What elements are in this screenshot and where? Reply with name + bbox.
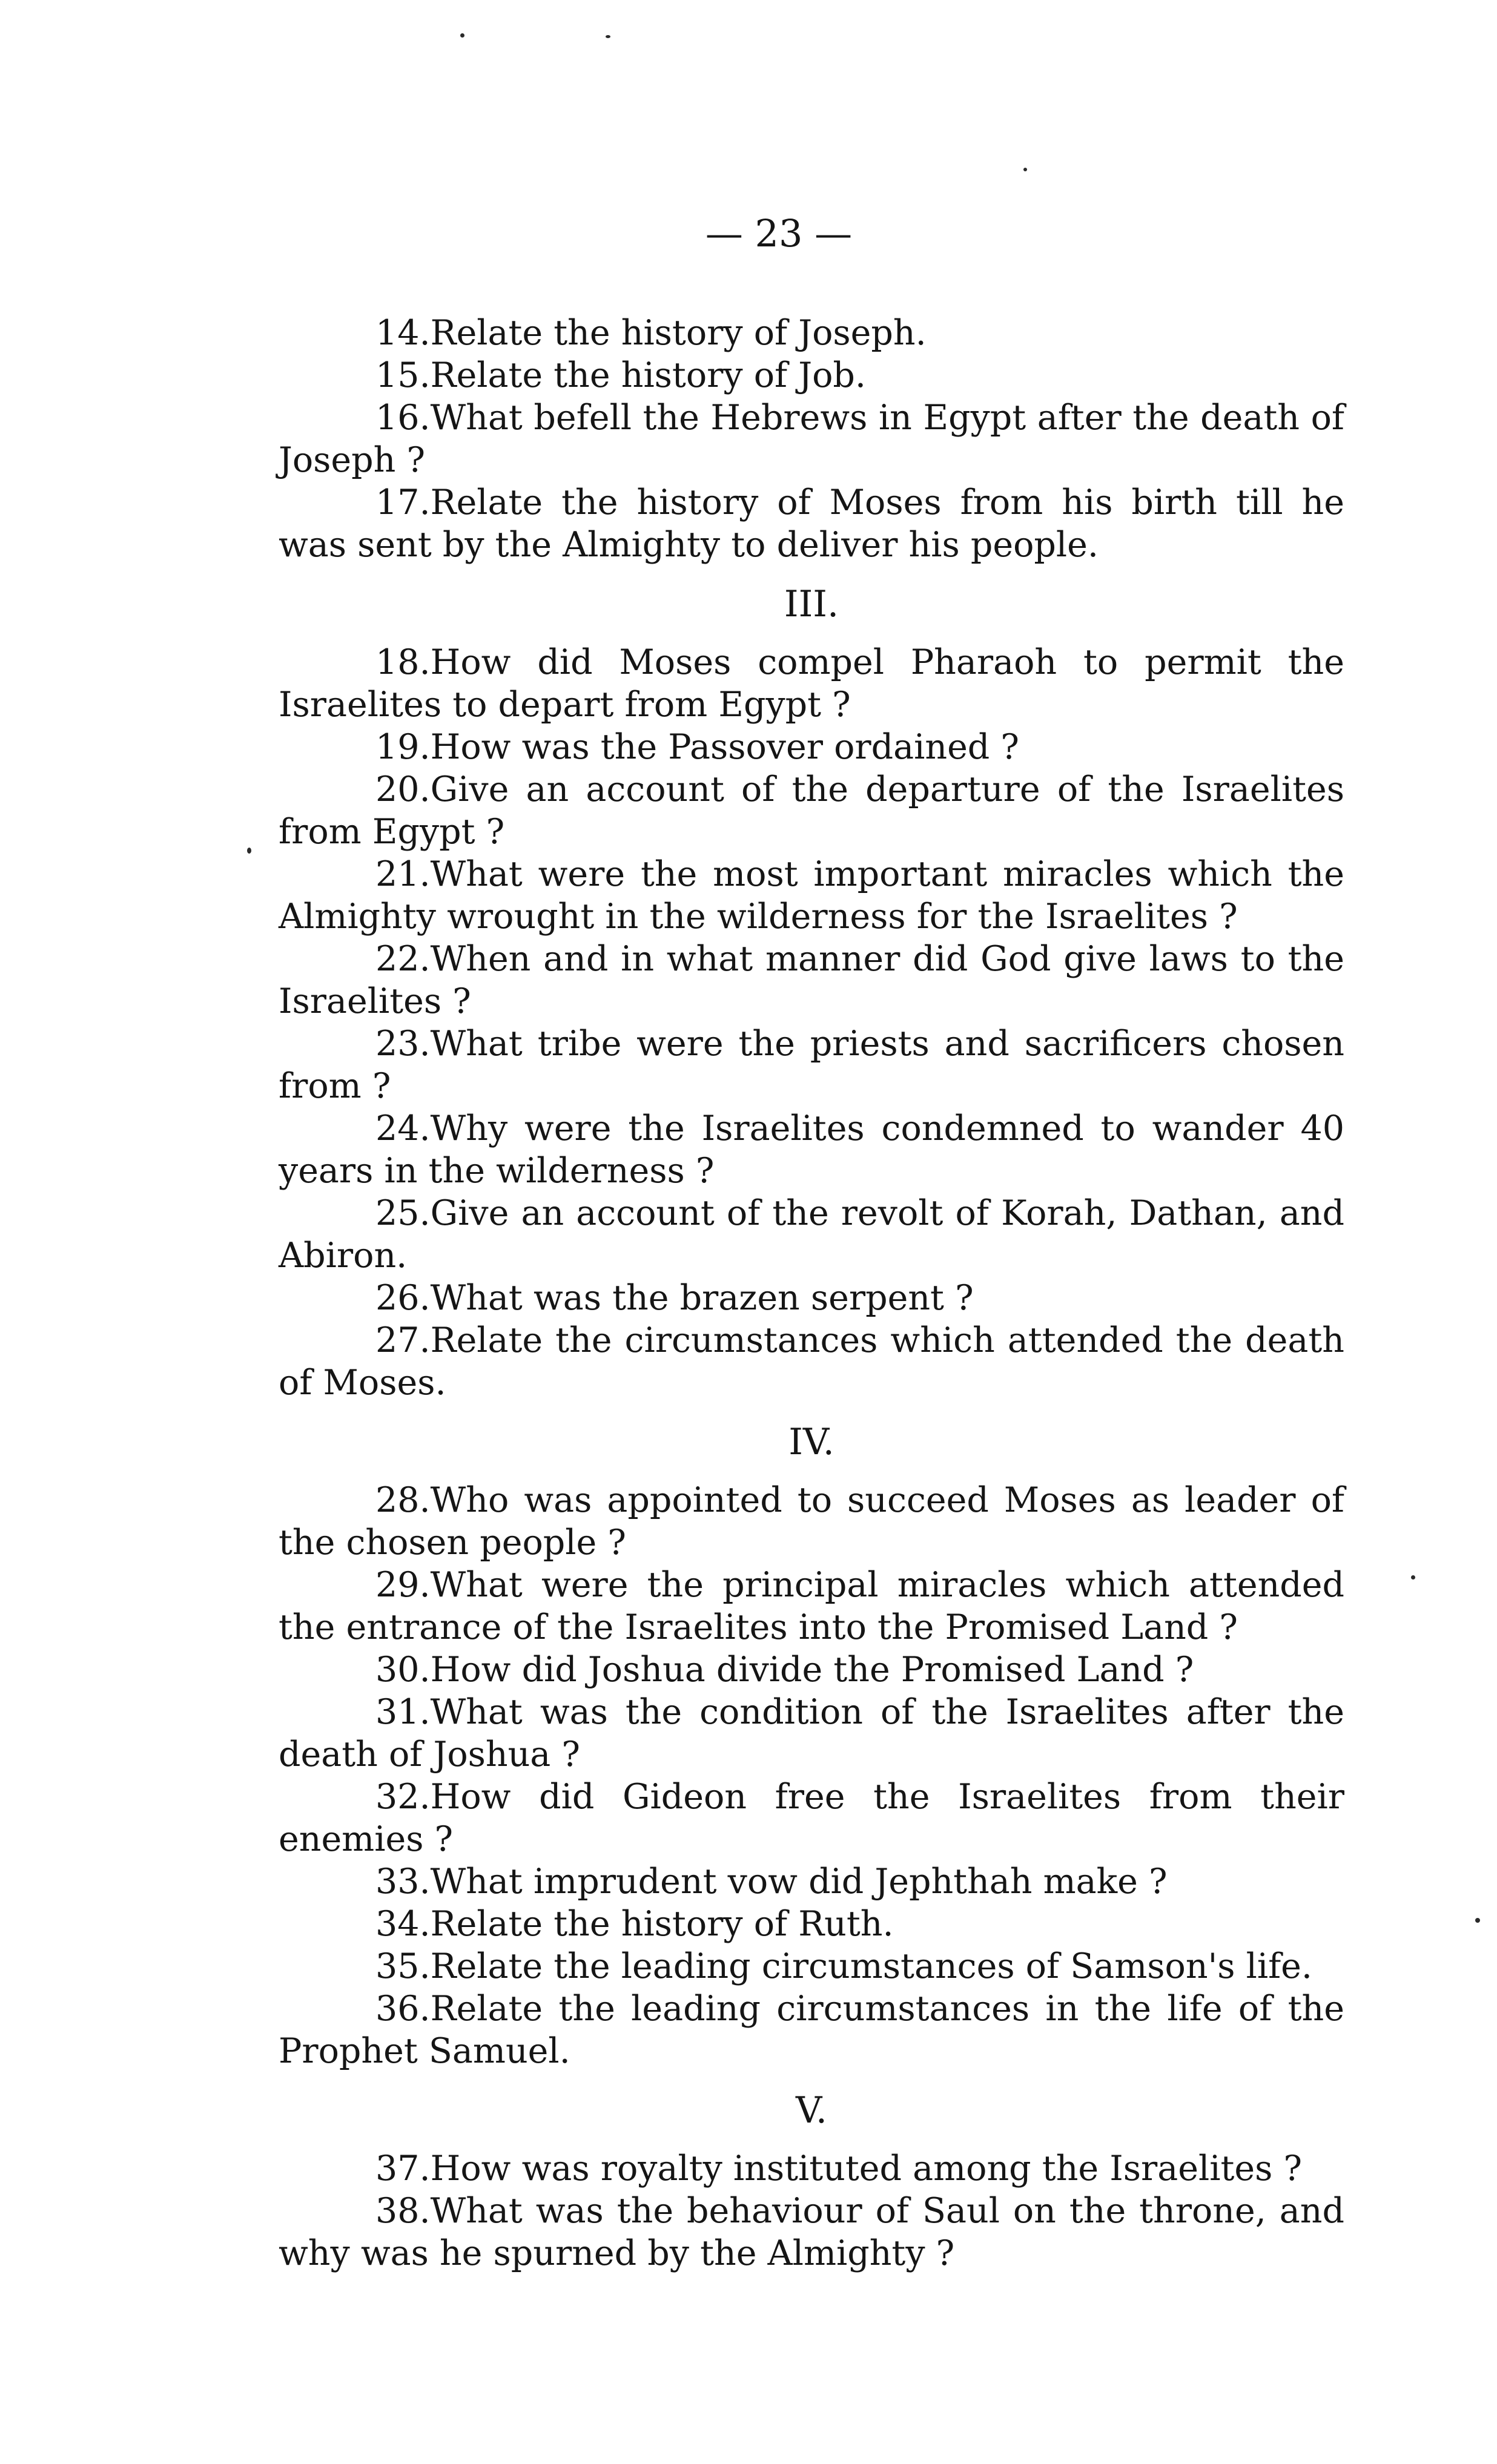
section-iv xyxy=(279,1479,1344,2072)
question-item: 17.Relate the history of Moses from his birth till he was sent by the Almighty to deliver his people. xyxy=(279,483,1344,565)
question-item: 32.How did Gideon free the Israelites from their enemies ? xyxy=(279,1777,1344,1859)
paper-speck xyxy=(1023,168,1027,171)
question-item: 35.Relate the leading circumstances of Samson's life. xyxy=(375,1946,1313,1986)
question-item: 21.What were the most important miracles which the Almighty wrought in the wilderness for the Israelites ? xyxy=(279,854,1344,937)
question-item: 19.How was the Passover ordained ? xyxy=(375,727,1019,767)
question-item: 30.How did Joshua divide the Promised Land ? xyxy=(375,1650,1194,1690)
question-item: 31.What was the condition of the Israelites after the death of Joshua ? xyxy=(279,1692,1344,1774)
paper-speck xyxy=(1411,1575,1415,1580)
question-item: 26.What was the brazen serpent ? xyxy=(375,1278,974,1318)
section-heading: V. xyxy=(796,2089,827,2132)
section-heading: IV. xyxy=(788,1421,834,1463)
question-item: 15.Relate the history of Job. xyxy=(375,355,867,395)
paper-speck xyxy=(460,33,464,38)
question-item: 34.Relate the history of Ruth. xyxy=(375,1904,894,1944)
question-item: 29.What were the principal miracles which attended the entrance of the Israelites into the Promised Land ? xyxy=(279,1565,1344,1647)
paper-speck xyxy=(606,35,610,38)
question-item: 33.What imprudent vow did Jephthah make ? xyxy=(375,1862,1168,1902)
question-item: 27.Relate the circumstances which attended the death of Moses. xyxy=(279,1320,1344,1403)
question-item: 28.Who was appointed to succeed Moses as leader of the chosen people ? xyxy=(279,1480,1344,1563)
question-item: 24.Why were the Israelites condemned to wander 40 years in the wilderness ? xyxy=(279,1108,1344,1191)
question-item: 37.How was royalty instituted among the Israelites ? xyxy=(375,2149,1303,2189)
questions-text xyxy=(279,312,1344,2275)
section-v xyxy=(279,2147,1344,2275)
question-item: 36.Relate the leading circumstances in the life of the Prophet Samuel. xyxy=(279,1989,1344,2071)
page-number: — 23 — xyxy=(705,211,853,255)
question-item: 25.Give an account of the revolt of Korah, Dathan, and Abiron. xyxy=(279,1193,1344,1276)
question-item: 16.What befell the Hebrews in Egypt after the death of Joseph ? xyxy=(279,398,1344,480)
question-item: 38.What was the behaviour of Saul on the throne, and why was he spurned by the Almighty ? xyxy=(279,2191,1344,2273)
question-item: 20.Give an account of the departure of the Israelites from Egypt ? xyxy=(279,769,1344,852)
section-continuation xyxy=(279,312,1344,566)
question-item: 14.Relate the history of Joseph. xyxy=(375,313,927,353)
section-iii xyxy=(279,641,1344,1404)
question-item: 23.What tribe were the priests and sacrificers chosen from ? xyxy=(279,1024,1344,1106)
question-item: 18.How did Moses compel Pharaoh to permit the Israelites to depart from Egypt ? xyxy=(279,642,1344,725)
question-item: 22.When and in what manner did God give laws to the Israelites ? xyxy=(279,939,1344,1021)
section-heading: III. xyxy=(784,583,839,625)
paper-speck xyxy=(1475,1918,1480,1923)
paper-speck xyxy=(247,848,251,854)
